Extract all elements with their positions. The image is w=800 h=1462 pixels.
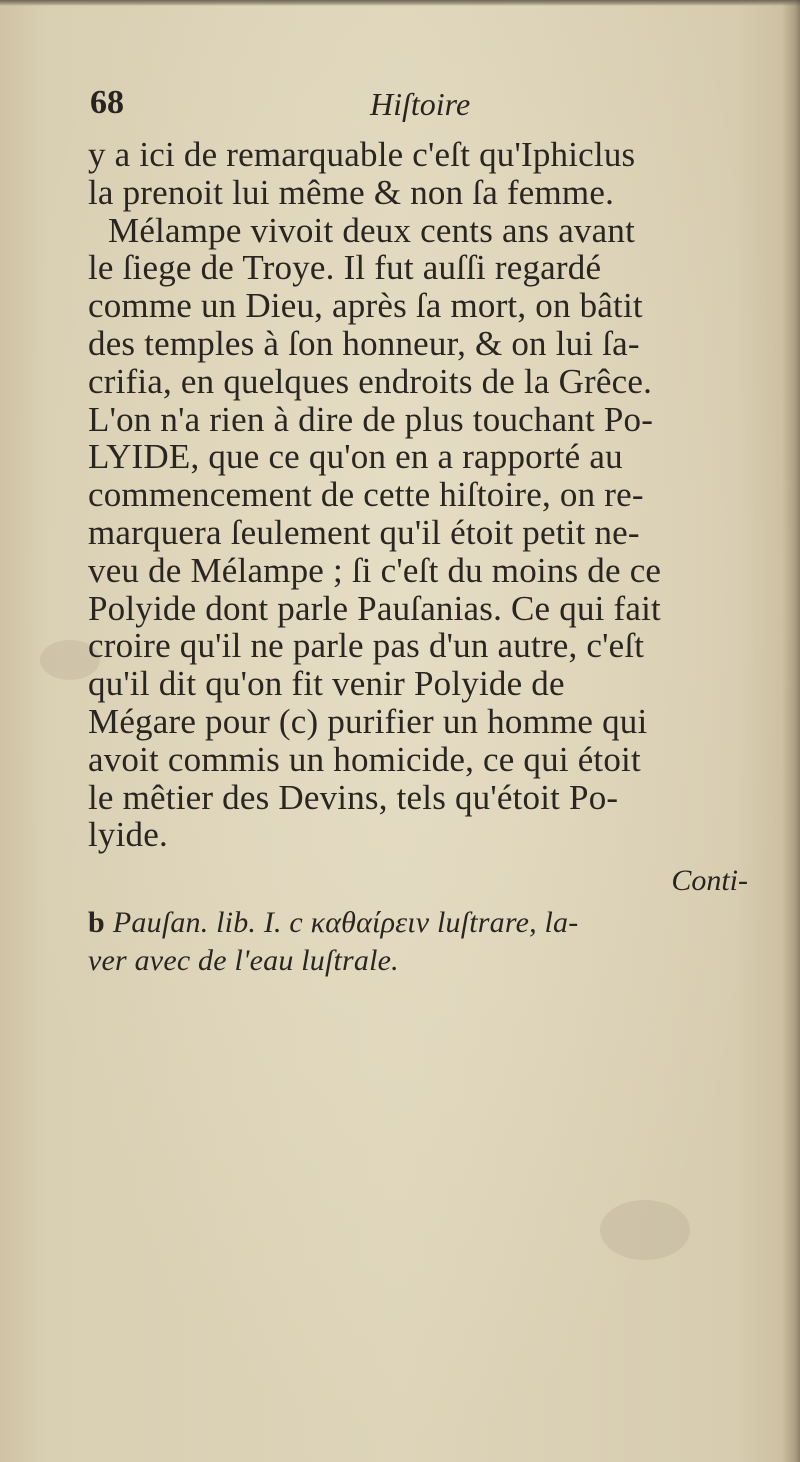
footnote-line [88, 904, 758, 942]
page-top-edge [0, 0, 800, 6]
body-line: LYIDE, que ce qu'on en a rapporté au [88, 437, 623, 477]
footnote-line: ver avec de l'eau luſtrale. [88, 944, 399, 978]
body-line: Mélampe vivoit deux cents ans avant [108, 210, 635, 250]
body-line: qu'il dit qu'on fit venir Polyide de [88, 664, 565, 704]
page-right-edge [782, 0, 800, 1462]
body-line: Polyide dont parle Pauſanias. Ce qui fait [88, 588, 661, 628]
page-header [88, 84, 758, 136]
body-line: croire qu'il ne parle pas d'un autre, c'eſt [88, 626, 645, 666]
footnote [88, 904, 758, 980]
body-line: Mégare pour (c) purifier un homme qui [88, 701, 648, 741]
body-line: avoit commis un homicide, ce qui étoit [88, 739, 641, 779]
page-number: 68 [90, 84, 124, 121]
body-line: marquera ſeulement qu'il étoit petit ne- [88, 512, 640, 552]
catchword-row [88, 858, 758, 904]
footnote-text: Pauſan. lib. I. c καθαίρειν luſtrare, la- [112, 906, 579, 940]
body-line: comme un Dieu, après ſa mort, on bâtit [88, 286, 643, 326]
text-block [88, 84, 758, 980]
body-line: des temples à ſon honneur, & on lui ſa- [88, 323, 640, 363]
body-line: le ſiege de Troye. Il fut auſſi regardé [88, 248, 602, 288]
body-line: commencement de cette hiſtoire, on re- [88, 475, 644, 515]
body-line: lyide. [88, 815, 168, 855]
body-line: le mêtier des Devins, tels qu'étoit Po- [88, 777, 619, 817]
body-line: veu de Mélampe ; ſi c'eſt du moins de ce [88, 550, 662, 590]
catchword: Conti- [671, 864, 748, 898]
body-line: L'on n'a rien à dire de plus touchant Po- [88, 399, 654, 439]
body-text [88, 136, 758, 854]
running-head: Hiſtoire [370, 86, 471, 122]
body-line: crifia, en quelques endroits de la Grêce. [88, 361, 653, 401]
body-line: la prenoit lui même & non ſa femme. [88, 172, 615, 212]
body-line: y a ici de remarquable c'eſt qu'Iphiclus [88, 135, 636, 174]
footnote-mark: b [88, 906, 105, 940]
paper-stain [600, 1200, 690, 1260]
